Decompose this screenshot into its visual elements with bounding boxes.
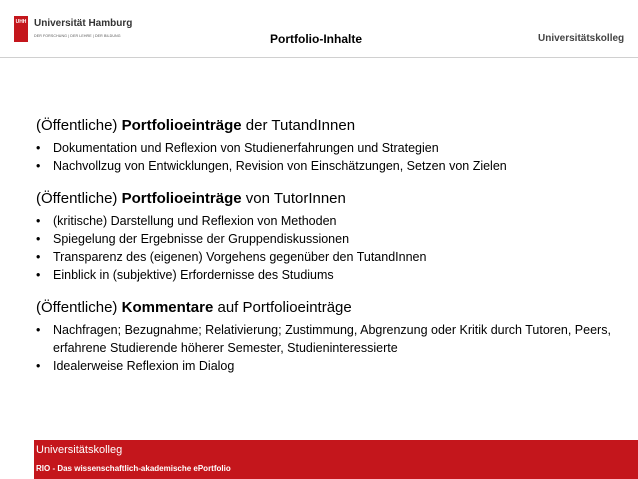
heading-prefix: (Öffentliche)	[36, 190, 118, 207]
bullet-icon: •	[36, 159, 41, 173]
list-item	[36, 139, 626, 157]
section-heading	[36, 189, 626, 209]
heading-keyword: Kommentare	[121, 299, 214, 316]
header-brand: Universitätskolleg	[538, 33, 625, 44]
footer-brand: Universitätskolleg	[36, 444, 123, 456]
list-item-text: (kritische) Darstellung und Reflexion von Methoden	[53, 214, 337, 228]
section-heading	[36, 116, 626, 136]
list-item	[36, 212, 626, 230]
list-item-text: Transparenz des (eigenen) Vorgehens gegenüber den TutandInnen	[53, 250, 427, 264]
list-item	[36, 357, 626, 375]
slide-content	[36, 116, 626, 389]
list-item	[36, 157, 626, 175]
section-tutand-entries	[36, 116, 626, 175]
heading-keyword: Portfolioeinträge	[121, 190, 242, 207]
section-heading	[36, 298, 626, 318]
university-logo	[10, 12, 133, 48]
section-comments	[36, 298, 626, 375]
heading-suffix: der TutandInnen	[245, 117, 356, 134]
logo-name: Universität Hamburg	[34, 18, 133, 29]
list-item	[36, 266, 626, 284]
section-tutor-entries	[36, 189, 626, 284]
slide-title: Portfolio-Inhalte	[270, 32, 362, 46]
list-item-text: Einblick in (subjektive) Erfordernisse des Studiums	[53, 268, 334, 282]
heading-prefix: (Öffentliche)	[36, 117, 118, 134]
logo-mark-icon	[14, 16, 28, 42]
heading-suffix: auf Portfolioeinträge	[217, 299, 352, 316]
heading-prefix: (Öffentliche)	[36, 299, 118, 316]
slide-footer	[34, 440, 638, 479]
bullet-icon: •	[36, 250, 41, 264]
slide-header	[0, 0, 638, 58]
bullet-icon: •	[36, 268, 41, 282]
list-item	[36, 230, 626, 248]
heading-keyword: Portfolioeinträge	[121, 117, 242, 134]
bullet-icon: •	[36, 141, 41, 155]
logo-tagline: DER FORSCHUNG | DER LEHRE | DER BILDUNG	[34, 34, 121, 38]
bullet-icon: •	[36, 323, 41, 337]
list-item-text: Nachvollzug von Entwicklungen, Revision von Einschätzungen, Setzen von Zielen	[53, 159, 507, 173]
footer-subtitle: RIO - Das wissenschaftlich-akademische ePortfolio	[36, 464, 231, 473]
list-item-text: Spiegelung der Ergebnisse der Gruppendiskussionen	[53, 232, 350, 246]
bullet-icon: •	[36, 359, 41, 373]
header-divider	[0, 57, 638, 58]
list-item-text: Nachfragen; Bezugnahme; Relativierung; Zustimmung, Abgrenzung oder Kritik durch Tutoren, Peers, erfahrene Studierende höherer Semester, Studieninteressierte	[53, 323, 611, 355]
list-item	[36, 321, 626, 357]
heading-suffix: von TutorInnen	[245, 190, 346, 207]
bullet-icon: •	[36, 214, 41, 228]
list-item-text: Dokumentation und Reflexion von Studienerfahrungen und Strategien	[53, 141, 439, 155]
list-item-text: Idealerweise Reflexion im Dialog	[53, 359, 235, 373]
list-item	[36, 248, 626, 266]
bullet-icon: •	[36, 232, 41, 246]
logo-mark-text: UHH	[15, 19, 27, 25]
